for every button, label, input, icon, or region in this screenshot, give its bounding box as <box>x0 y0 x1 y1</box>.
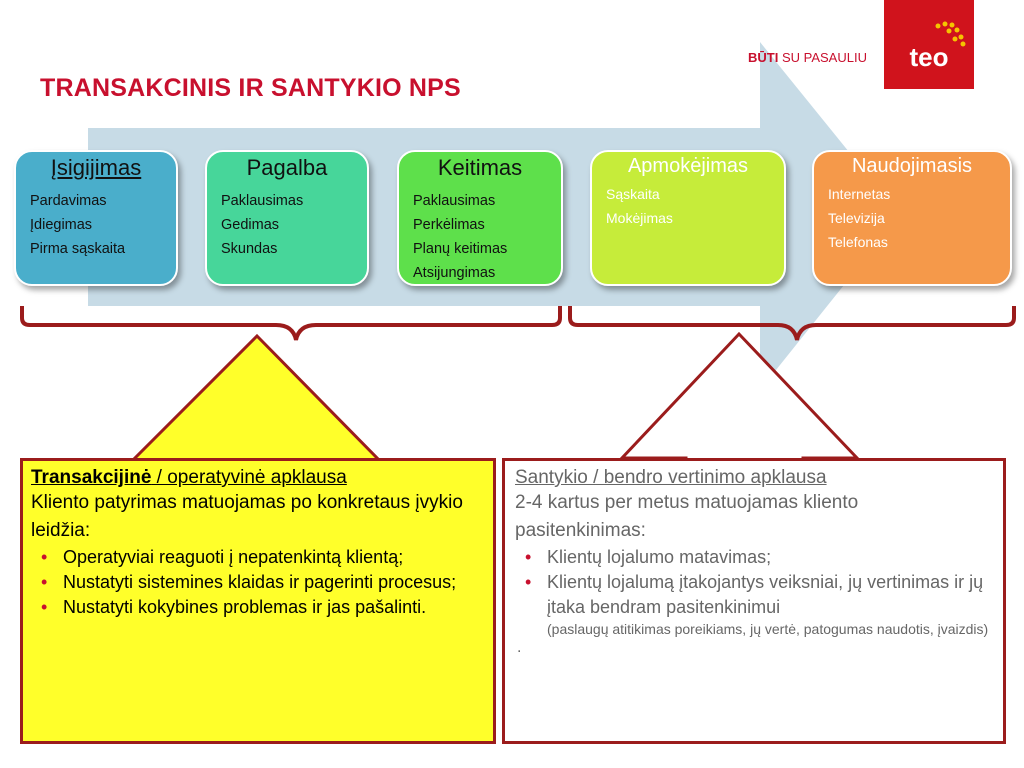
stage-item: Mokėjimas <box>606 210 673 226</box>
stage-title: Keitimas <box>437 155 523 180</box>
panel-text: 2-4 kartus per metus matuojamas kliento pasitenkinimas: <box>515 492 859 541</box>
panel-note: (paslaugų atitikimas poreikiams, jų vertė, patogumas naudotis, įvaizdis) <box>547 621 989 637</box>
stage-title: Pagalba <box>246 155 328 180</box>
stage-item: Internetas <box>828 186 891 202</box>
stage-title: Apmokėjimas <box>627 155 749 177</box>
right-brace <box>570 306 1014 340</box>
stage-item: Skundas <box>221 241 278 257</box>
stage-item: Paklausimas <box>413 193 496 209</box>
stage-item: Paklausimas <box>221 193 304 209</box>
transactional-survey-panel <box>20 458 496 744</box>
left-brace <box>22 306 560 340</box>
panel-heading: Transakcijinė / operatyvinė apklausa <box>31 467 347 488</box>
stage-item: Televizija <box>828 210 885 226</box>
relationship-survey-panel <box>502 458 1006 744</box>
stage-item: Telefonas <box>828 234 888 250</box>
logo-text: teo <box>909 42 949 72</box>
stage-item: Pirma sąskaita <box>30 241 126 257</box>
bullet-item: • Nustatyti kokybines problemas ir jas pašalinti. <box>41 597 427 617</box>
stage-apmokejimas <box>590 150 786 286</box>
stage-naudojimasis <box>812 150 1012 286</box>
panel-heading: Santykio / bendro vertinimo apklausa <box>515 467 827 488</box>
panel-text: Kliento patyrimas matuojamas po konkretaus įvykio leidžia: <box>31 492 463 541</box>
stage-item: Perkėlimas <box>413 217 485 233</box>
bullet-item: • Klientų lojalumą įtakojantys veiksniai, jų vertinimas ir jų įtaka bendram pasitenkinimui <box>525 572 984 617</box>
stage-isigijimas <box>14 150 178 286</box>
stage-item: Atsijungimas <box>413 265 496 281</box>
teo-logo <box>884 0 974 89</box>
stage-title: Įsigijimas <box>50 155 142 180</box>
stage-item: Pardavimas <box>30 193 107 209</box>
brand-slogan: BŪTI SU PASAULIU <box>748 50 867 65</box>
panel-trailing: . <box>517 639 522 656</box>
bullet-item: • Klientų lojalumo matavimas; <box>525 547 772 567</box>
stage-item: Įdiegimas <box>30 217 93 233</box>
page-title: TRANSAKCINIS IR SANTYKIO NPS <box>40 74 461 102</box>
stage-pagalba <box>205 150 369 286</box>
stage-title: Naudojimasis <box>851 155 973 177</box>
bullet-item: • Nustatyti sistemines klaidas ir pagerinti procesus; <box>41 572 457 592</box>
stage-keitimas <box>397 150 563 286</box>
stage-item: Planų keitimas <box>413 241 508 257</box>
stage-item: Sąskaita <box>606 186 660 202</box>
bullet-item: • Operatyviai reaguoti į nepatenkintą klientą; <box>41 547 404 567</box>
stage-item: Gedimas <box>221 217 280 233</box>
